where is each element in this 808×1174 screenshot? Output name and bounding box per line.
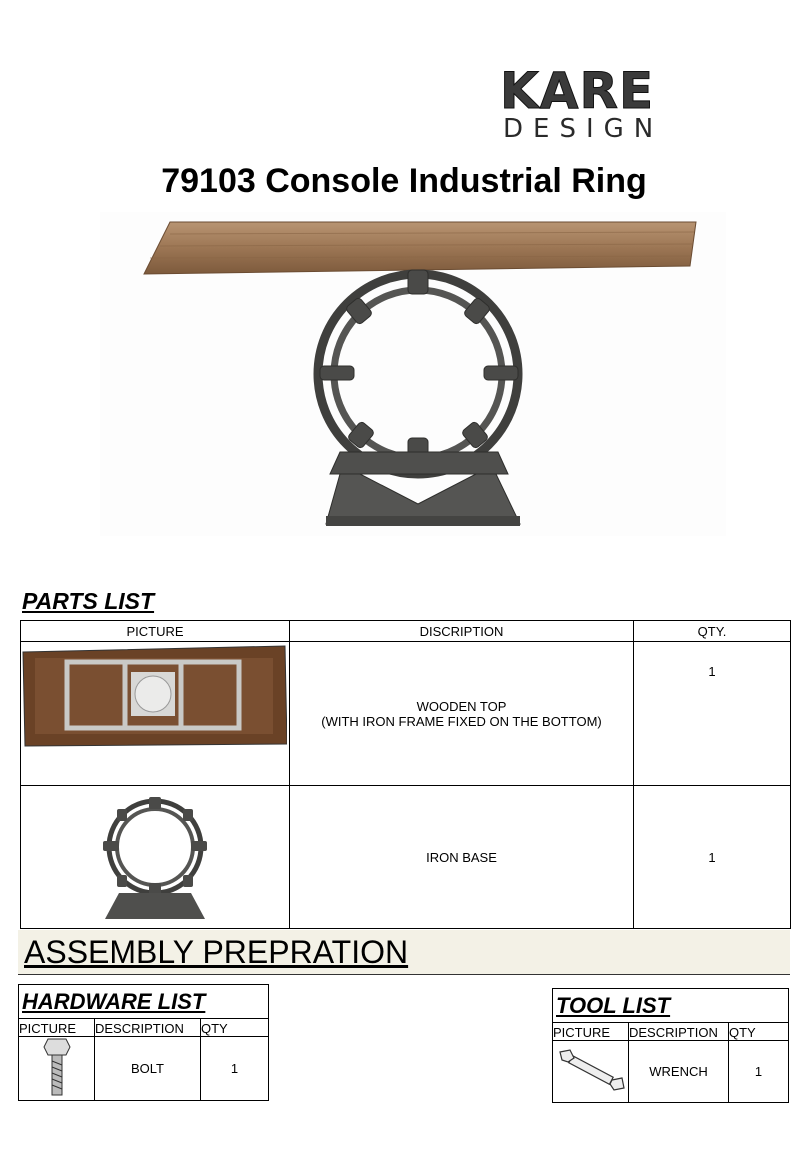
parts-list-heading: PARTS LIST bbox=[22, 588, 155, 614]
assembly-preparation-heading: ASSEMBLY PREPRATION bbox=[24, 934, 409, 970]
column-header-picture: PICTURE bbox=[21, 621, 290, 642]
wrench-icon bbox=[553, 1041, 629, 1103]
bolt-icon bbox=[19, 1037, 95, 1101]
tool-list-heading: TOOL LIST bbox=[553, 989, 789, 1023]
table-row bbox=[553, 1041, 789, 1103]
product-image bbox=[100, 212, 726, 536]
wooden-top-description bbox=[290, 642, 634, 786]
parts-table-header bbox=[21, 621, 791, 642]
tool-list-table bbox=[552, 988, 789, 1103]
description-line: (WITH IRON FRAME FIXED ON THE BOTTOM) bbox=[321, 713, 602, 729]
assembly-preparation-banner bbox=[18, 930, 790, 975]
bolt-qty: 1 bbox=[201, 1037, 269, 1101]
wooden-top-picture bbox=[21, 642, 290, 786]
iron-base-picture bbox=[21, 786, 290, 929]
logo-kare-text: KARE bbox=[500, 62, 655, 120]
column-header-qty: QTY bbox=[729, 1023, 789, 1041]
parts-list-table bbox=[20, 620, 791, 929]
iron-base-description: IRON BASE bbox=[290, 786, 634, 929]
hardware-list-table bbox=[18, 984, 269, 1101]
kare-design-logo bbox=[500, 62, 716, 144]
description-line: WOODEN TOP bbox=[416, 698, 507, 714]
column-header-picture: PICTURE bbox=[19, 1019, 95, 1037]
column-header-description: DESCRIPTION bbox=[629, 1023, 729, 1041]
wooden-top-qty: 1 bbox=[634, 642, 791, 786]
logo-design-text: DESIGN bbox=[503, 114, 664, 144]
table-row bbox=[19, 1037, 269, 1101]
column-header-qty: QTY. bbox=[634, 621, 791, 642]
column-header-description: DESCRIPTION bbox=[95, 1019, 201, 1037]
iron-base-qty: 1 bbox=[634, 786, 791, 929]
hardware-list-heading: HARDWARE LIST bbox=[19, 985, 269, 1019]
table-row bbox=[21, 642, 791, 786]
wrench-qty: 1 bbox=[729, 1041, 789, 1103]
table-row bbox=[21, 786, 791, 929]
column-header-picture: PICTURE bbox=[553, 1023, 629, 1041]
column-header-description: DISCRIPTION bbox=[290, 621, 634, 642]
bolt-description: BOLT bbox=[95, 1037, 201, 1101]
column-header-qty: QTY bbox=[201, 1019, 269, 1037]
wrench-description: WRENCH bbox=[629, 1041, 729, 1103]
document-title: 79103 Console Industrial Ring bbox=[161, 162, 647, 200]
